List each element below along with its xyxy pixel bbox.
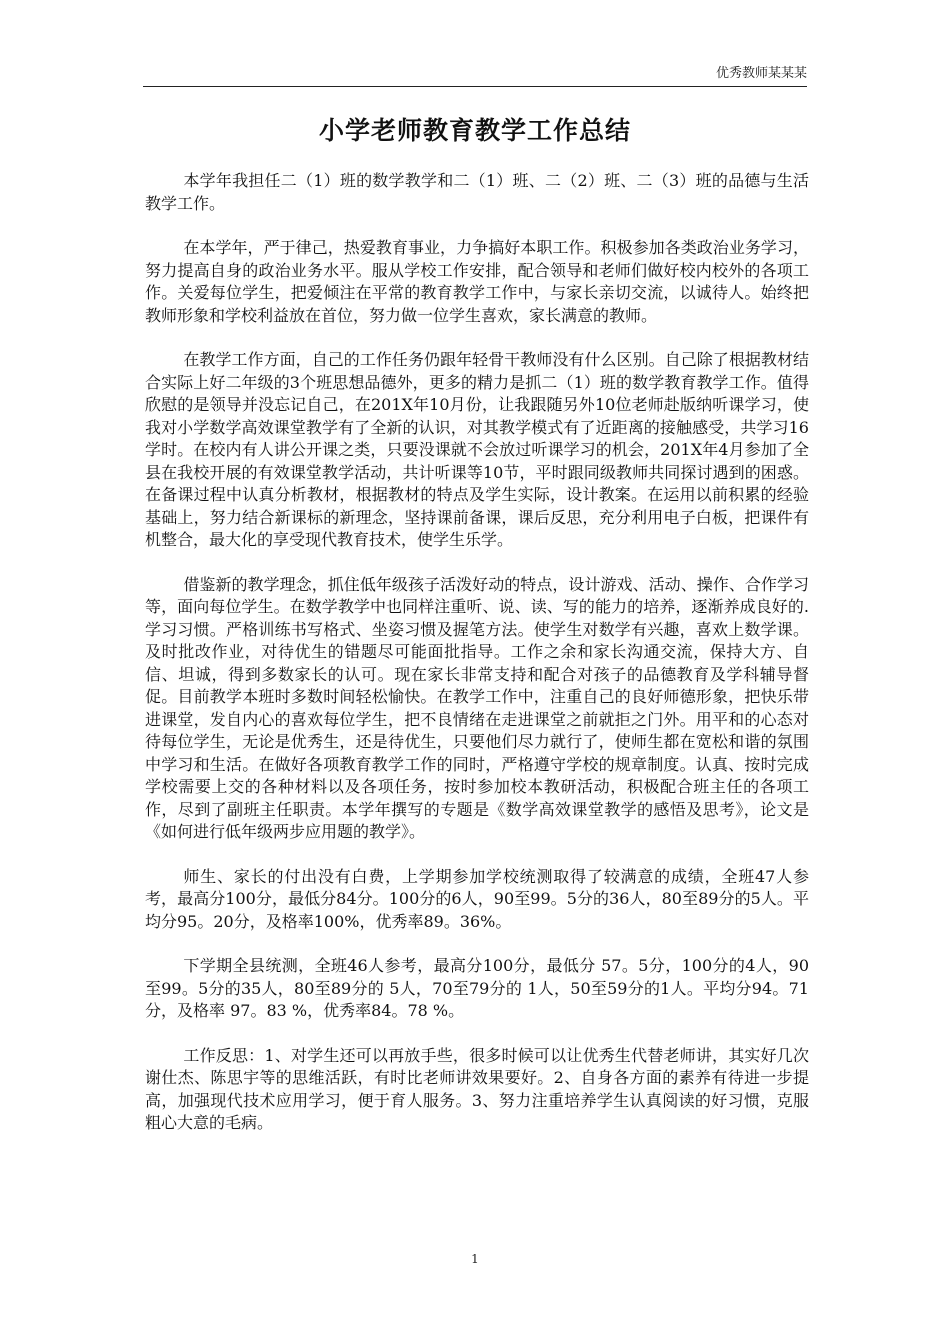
paragraph-reflection: 工作反思：1、对学生还可以再放手些，很多时候可以让优秀生代替老师讲，其实好几次谢仕杰、陈思宇等的思维活跃，有时比老师讲效果要好。2、自身各方面的素养有待进一步提高，加强现代技术应用学习，便于育人服务。3、努力注重培养学生认真阅读的好习惯，克服粗心大意的毛病。	[145, 1045, 809, 1132]
document-body	[145, 170, 809, 1157]
paragraph-teaching-method: 借鉴新的教学理念，抓住低年级孩子活泼好动的特点，设计游戏、活动、操作、合作学习等，面向每位学生。在数学教学中也同样注重听、说、读、写的能力的培养，逐渐养成良好的.学习习惯。严格训练书写格式、坐姿习惯及握笔方法。使学生对数学有兴趣，喜欢上数学课。及时批改作业，对待优生的错题尽可能面批指导。工作之余和家长沟通交流，保持大方、自信、坦诚，得到多数家长的认可。现在家长非常支持和配合对孩子的品德教育及学科辅导督促。目前教学本班时多数时间轻松愉快。在教学工作中，注重自己的良好师德形象，把快乐带进课堂，发自内心的喜欢每位学生，把不良情绪在走进课堂之前就拒之门外。用平和的心态对待每位学生，无论是优秀生，还是待优生，只要他们尽力就行了，使师生都在宽松和谐的氛围中学习和生活。在做好各项教育教学工作的同时，严格遵守学校的规章制度。认真、按时完成学校需要上交的各种材料以及各项任务，按时参加校本教研活动，积极配合班主任的各项工作，尽到了副班主任职责。本学年撰写的专题是《数学高效课堂教学的感悟及思考》，论文是《如何进行低年级两步应用题的教学》。	[145, 574, 809, 841]
page-header	[143, 66, 807, 87]
paragraph-conduct: 在本学年，严于律己，热爱教育事业，力争搞好本职工作。积极参加各类政治业务学习，努力提高自身的政治业务水平。服从学校工作安排，配合领导和老师们做好校内校外的各项工作。关爱每位学生，把爱倾注在平常的教育教学工作中，与家长亲切交流，以诚待人。始终把教师形象和学校利益放在首位，努力做一位学生喜欢，家长满意的教师。	[145, 238, 809, 325]
paragraph-first-term-results: 师生、家长的付出没有白费，上学期参加学校统测取得了较满意的成绩，全班47人参考，最高分100分，最低分84分。100分的6人，90至99。5分的36人，80至89分的5人。平均分95。20分，及格率100%，优秀率89。36%。	[145, 866, 809, 931]
header-author: 优秀教师某某某	[715, 66, 807, 81]
paragraph-second-term-results: 下学期全县统测，全班46人参考，最高分100分，最低分 57。5分，100分的4人，90至99。5分的35人，80至89分的 5人，70至79分的 1人，50至59分的1人。平均分94。71分，及格率 97。83 %，优秀率84。78 %。	[145, 956, 809, 1020]
paragraph-intro: 本学年我担任二（1）班的数学教学和二（1）班、二（2）班、二（3）班的品德与生活教学工作。	[145, 171, 809, 213]
paragraph-teaching-work: 在教学工作方面，自己的工作任务仍跟年轻骨干教师没有什么区别。自己除了根据教材结合实际上好二年级的3个班思想品德外，更多的精力是抓二（1）班的数学教育教学工作。值得欣慰的是领导并没忘记自己，在201X年10月份，让我跟随另外10位老师赴版纳听课学习，使我对小学数学高效课堂教学有了全新的认识，对其教学模式有了近距离的接触感受，共学习16学时。在校内有人讲公开课之类，只要没课就不会放过听课学习的机会，201X年4月参加了全县在我校开展的有效课堂教学活动，共计听课等10节，平时跟同级教师共同探讨遇到的困惑。在备课过程中认真分析教材，根据教材的特点及学生实际，设计教案。在运用以前积累的经验基础上，努力结合新课标的新理念，坚持课前备课，课后反思，充分利用电子白板，把课件有机整合，最大化的享受现代教育技术，使学生乐学。	[145, 350, 809, 549]
page-number: 1	[471, 1252, 479, 1266]
document-title: 小学老师教育教学工作总结	[318, 116, 631, 145]
